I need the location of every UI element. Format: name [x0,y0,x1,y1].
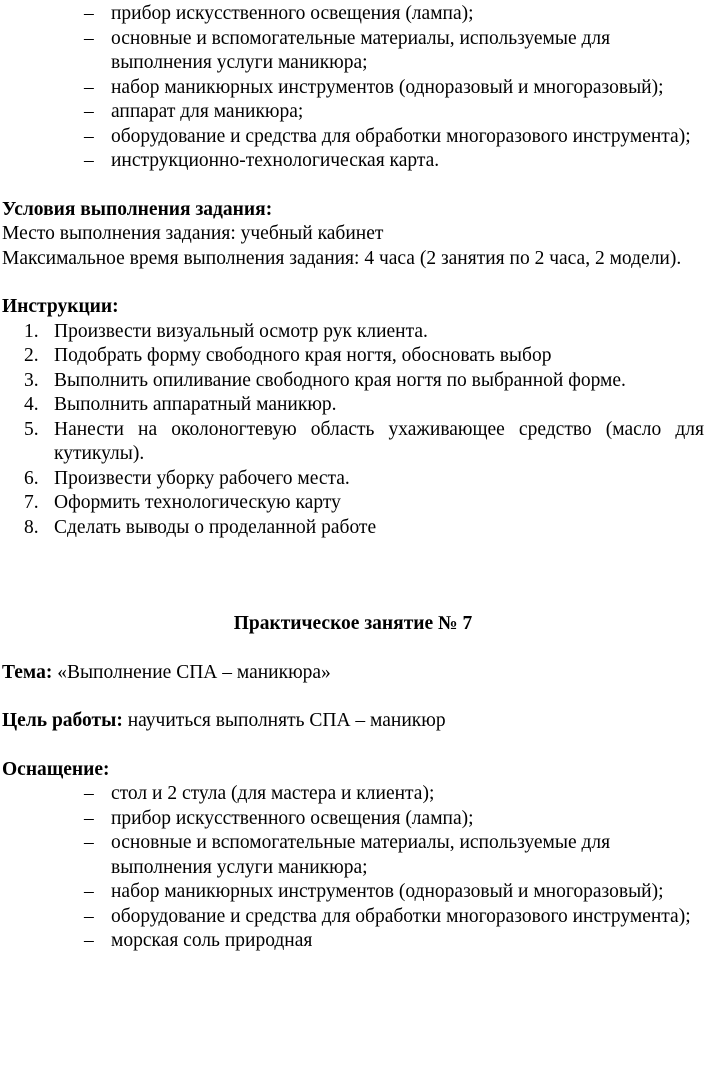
list-item: – морская соль природная [0,929,704,954]
dash-marker: – [84,881,94,902]
conditions-heading: Условия выполнения задания: [2,198,273,220]
list-item: 7. Оформить технологическую карту [24,492,341,513]
list-item: 6. Произвести уборку рабочего места. [24,467,350,489]
list-item: – прибор искусственного освещения (лампа); [0,2,704,27]
dash-marker: – [84,930,94,951]
dash-marker: – [84,783,94,804]
equipment-heading: Оснащение: [2,758,110,780]
list-item: – набор маникюрных инструментов (одноразовый и многоразовый); [0,76,704,101]
lesson-title: Практическое занятие № 7 [233,613,473,634]
dash-marker: – [84,125,94,147]
list-item: 2. Подобрать форму свободного края ногтя, обосновать выбор [24,345,552,366]
list-item: – основные и вспомогательные материалы, используемые для выполнения услуги маникюра; [84,832,611,878]
dash-marker: – [84,27,94,49]
top-equipment-list [0,2,704,174]
dash-marker: – [84,3,94,24]
list-item: 5. Нанести на околоногтевую область ухаживающее средство (масло для кутикулы). [24,418,704,464]
dash-marker: – [84,905,94,927]
lesson-goal: Цель работы: научиться выполнять СПА – маникюр [2,710,446,731]
list-item: – основные и вспомогательные материалы, используемые для выполнения услуги маникюра; [84,27,611,73]
instructions-heading: Инструкции: [2,296,119,317]
list-item: – аппарат для маникюра; [0,100,704,125]
list-item: – набор маникюрных инструментов (одноразовый и многоразовый); [0,880,704,905]
list-item: 8. Сделать выводы о проделанной работе [24,516,377,538]
list-item: – оборудование и средства для обработки многоразового инструмента); [0,125,704,150]
instructions-list [0,320,704,541]
list-item: 1. Произвести визуальный осмотр рук клиента. [24,320,428,342]
list-item: 4. Выполнить аппаратный маникюр. [24,394,337,415]
list-item: 3. Выполнить опиливание свободного края ногтя по выбранной форме. [24,369,626,391]
dash-marker: – [84,150,94,171]
list-item: – стол и 2 стула (для мастера и клиента); [0,782,704,807]
dash-marker: – [84,832,94,853]
dash-marker: – [84,76,94,98]
conditions-place: Место выполнения задания: учебный кабинет [2,223,384,244]
equipment-list [0,782,704,954]
lesson-topic: Тема: «Выполнение СПА – маникюра» [2,661,331,683]
list-item: – оборудование и средства для обработки многоразового инструмента); [0,905,704,930]
dash-marker: – [84,807,94,829]
conditions-time: Максимальное время выполнения задания: 4 часа (2 занятия по 2 часа, 2 модели). [2,247,682,269]
list-item: – прибор искусственного освещения (лампа); [0,807,704,832]
dash-marker: – [84,101,94,122]
list-item: – инструкционно-технологическая карта. [0,149,704,174]
